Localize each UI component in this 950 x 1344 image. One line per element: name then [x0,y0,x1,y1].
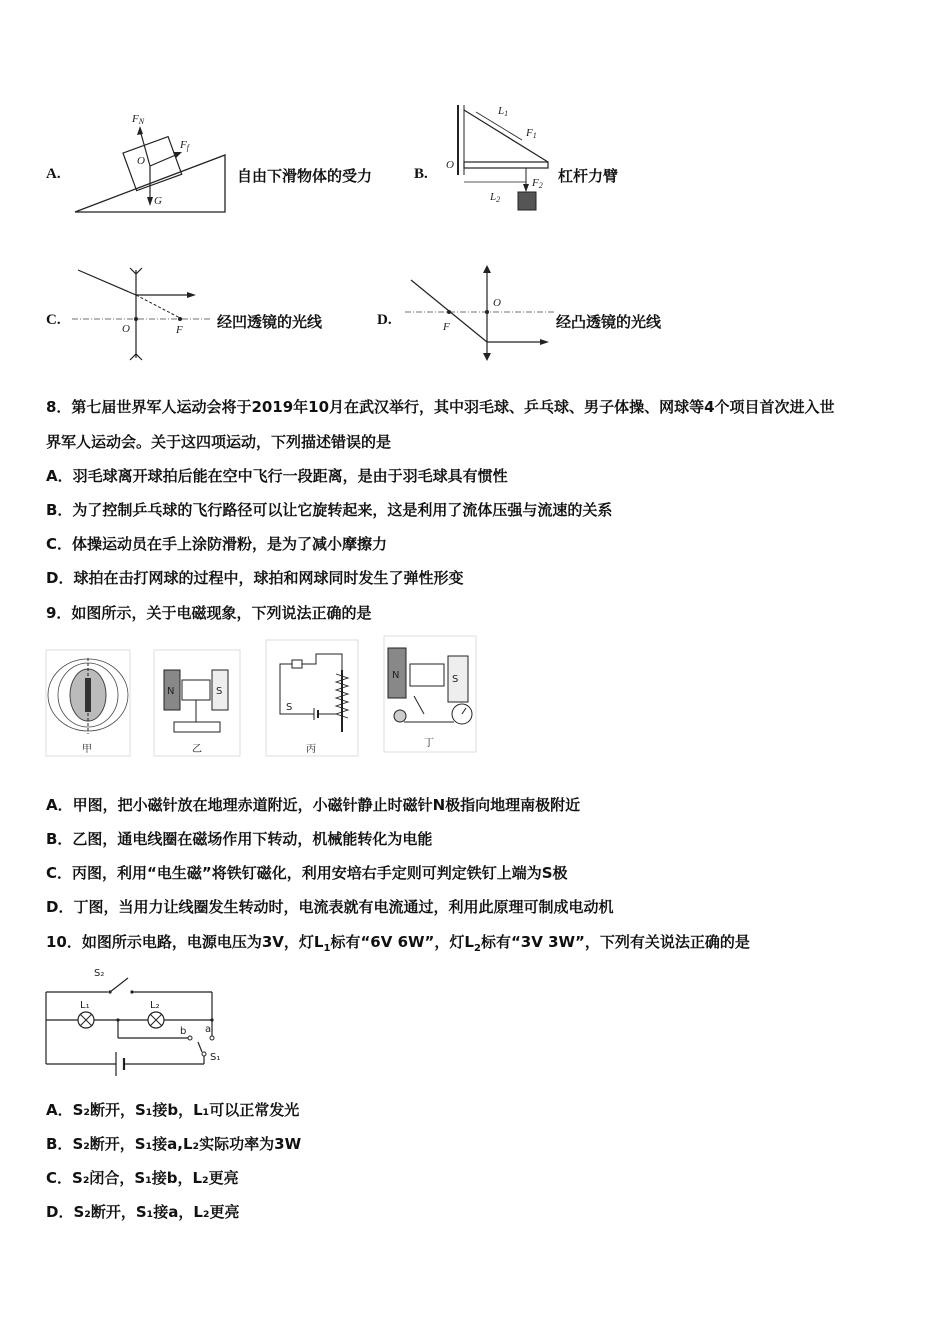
option-a-label: A. [46,166,61,182]
svg-text:N: N [392,670,400,681]
q9-option-b: B．乙图，通电线圈在磁场作用下转动，机械能转化为电能 [46,830,433,848]
g-label: G [154,195,162,207]
o-label: O [137,155,145,167]
figure-yi-motor [154,650,240,756]
q10-stem [46,931,750,954]
q10-option-d-letter: D． [46,1203,74,1221]
d-o-label: O [493,297,501,309]
q9-option-d: D．丁图，当用力让线圈发生转动时，电流表就有电流通过，利用此原理可制成电动机 [46,898,614,916]
bing-label: 丙 [306,744,316,755]
incline-force-diagram [70,108,230,218]
q10-option-a-text: S₂断开，S₁接b，L₁可以正常发光 [72,1101,300,1119]
q10-mid2: 标有“3V 3W”，下列有关说法正确的是 [480,933,750,951]
option-d-label: D. [377,312,392,328]
f2-label: F2 [532,177,543,190]
l2-label: L₂ [150,1000,160,1011]
l2-label: L2 [490,191,501,204]
figure-bing-electromagnet [266,640,358,756]
q8-option-c: C．体操运动员在手上涂防滑粉，是为了减小摩擦力 [46,535,388,553]
svg-text:S: S [286,702,293,713]
c-f-label: F [176,324,183,336]
a-label: a [205,1024,212,1035]
q8-option-d: D．球拍在击打网球的过程中，球拍和网球同时发生了弹性形变 [46,569,464,587]
ding-label: 丁 [424,738,434,749]
svg-text:N: N [167,686,175,697]
option-c-caption: 经凹透镜的光线 [217,313,323,331]
q10-stem-pre: 10．如图所示电路，电源电压为3V，灯 [46,933,314,951]
option-b-label: B. [414,166,428,182]
c-o-label: O [122,323,130,335]
option-a-caption: 自由下滑物体的受力 [237,167,373,185]
q8-option-a: A．羽毛球离开球拍后能在空中飞行一段距离，是由于羽毛球具有惯性 [46,467,508,485]
q10-option-a-letter: A． [46,1101,73,1119]
q10-circuit-diagram [40,964,230,1084]
q10-l1-sub: 1 [323,943,331,954]
f1-label: F1 [526,127,537,140]
svg-text:S: S [452,674,459,685]
q10-mid1: 标有“6V 6W”，灯 [330,933,465,951]
q10-option-b-letter: B． [46,1135,73,1153]
d-f-label: F [443,321,450,333]
q10-option-a [46,1099,299,1120]
figure-jia-earth-magnet [46,650,130,756]
concave-lens-diagram [72,262,212,362]
l1-label: L₁ [80,1000,90,1011]
svg-text:S: S [216,686,223,697]
q10-l2-sub: 2 [473,943,481,954]
jia-label: 甲 [82,744,92,755]
pivot-o-label: O [446,159,454,171]
q10-option-c-letter: C． [46,1169,73,1187]
q9-option-c: C．丙图，利用“电生磁”将铁钉磁化，利用安培右手定则可判定铁钉上端为S极 [46,864,568,882]
q10-option-b [46,1133,301,1154]
q8-stem-line2: 界军人运动会。关于这四项运动，下列描述错误的是 [46,433,392,451]
figure-ding-generator [384,636,476,752]
option-d-caption: 经凸透镜的光线 [556,313,662,331]
q9-stem: 9．如图所示，关于电磁现象，下列说法正确的是 [46,604,372,622]
convex-lens-diagram [405,262,555,362]
yi-label: 乙 [192,744,202,755]
l1-label: L1 [498,105,509,118]
option-b-caption: 杠杆力臂 [558,167,619,185]
q8-stem-line1: 8．第七届世界军人运动会将于2019年10月在武汉举行，其中羽毛球、乒乓球、男子体操、网球等4个项目首次进入世 [46,398,835,416]
q10-option-d-text: S₂断开，S₁接a，L₂更亮 [73,1203,240,1221]
fn-label: FN [132,113,145,126]
q10-l2: L [464,933,474,951]
q9-option-a: A．甲图，把小磁针放在地理赤道附近，小磁针静止时磁针N极指向地理南极附近 [46,796,581,814]
b-label: b [180,1026,187,1037]
q10-l1: L [313,933,324,951]
s1-label: S₁ [210,1052,221,1063]
q10-option-c-text: S₂闭合，S₁接b，L₂更亮 [72,1169,239,1187]
ff-label: Ff [180,139,189,152]
q10-option-c [46,1167,239,1188]
q10-option-d [46,1201,239,1222]
lever-arm-diagram [440,100,560,220]
q10-option-b-text: S₂断开，S₁接a,L₂实际功率为3W [72,1135,302,1153]
option-c-label: C. [46,312,61,328]
q8-option-b: B．为了控制乒乓球的飞行路径可以让它旋转起来，这是利用了流体压强与流速的关系 [46,501,613,519]
s2-label: S₂ [94,968,105,979]
